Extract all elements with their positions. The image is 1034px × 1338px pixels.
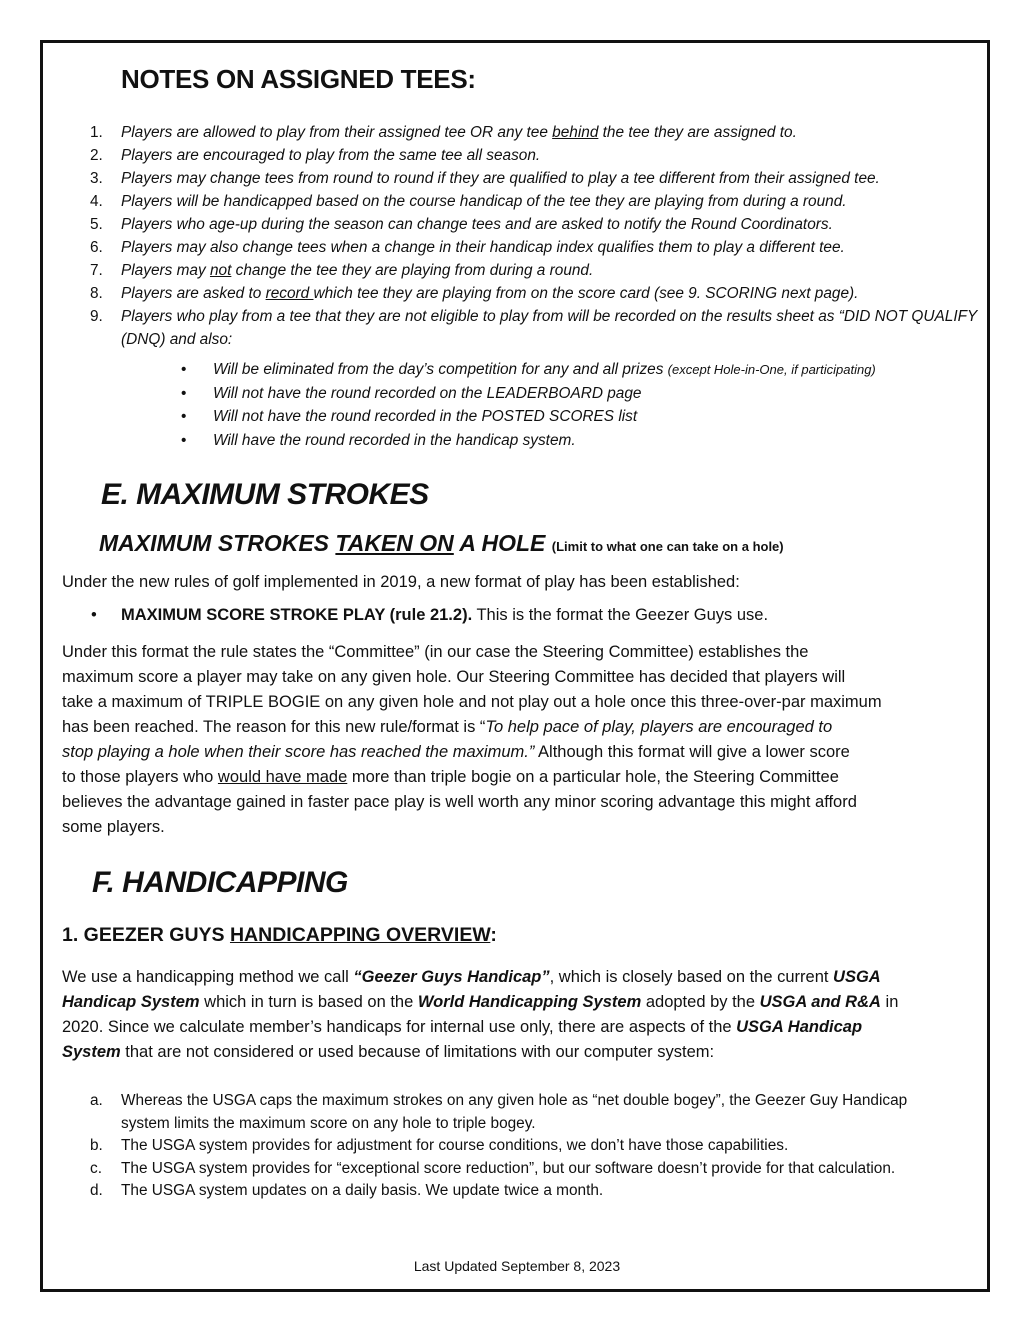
section-e-bullet: • MAXIMUM SCORE STROKE PLAY (rule 21.2). This is the format the Geezer Guys use. bbox=[91, 603, 768, 628]
bullet-icon: • bbox=[181, 384, 187, 402]
list-item: 1. Players are allowed to play from their assigned tee OR any tee behind the tee they are assigned to. bbox=[90, 124, 797, 141]
list-item: 4. Players will be handicapped based on the course handicap of the tee they are playing from during a round. bbox=[90, 193, 847, 210]
list-item: 7. Players may not change the tee they are playing from during a round. bbox=[90, 262, 594, 279]
list-item: 5. Players who age-up during the season can change tees and are asked to notify the Round Coordinators. bbox=[90, 216, 833, 233]
handicap-limitations-list bbox=[90, 1090, 960, 1203]
list-item: b. The USGA system provides for adjustment for course conditions, we don’t have those capabilities. bbox=[90, 1137, 789, 1154]
list-item: 3. Players may change tees from round to round if they are qualified to play a tee different from their assigned tee. bbox=[90, 170, 880, 187]
notes-heading: NOTES ON ASSIGNED TEES: bbox=[121, 64, 476, 94]
list-item: 2. Players are encouraged to play from the same tee all season. bbox=[90, 147, 541, 164]
list-item: a. Whereas the USGA caps the maximum strokes on any given hole as “net double bogey”, the Geezer Guy Handicap system limits the maximum score on any hole to triple bogey. bbox=[90, 1092, 908, 1132]
bullet-icon: • bbox=[91, 606, 97, 624]
bullet-item: • Will not have the round recorded on the LEADERBOARD page bbox=[181, 382, 981, 406]
bullet-icon: • bbox=[181, 361, 187, 378]
list-item: 9. Players who play from a tee that they are not eligible to play from will be recorded on the results sheet as “DID NOT QUALIFY (DNQ) and also: bbox=[90, 308, 977, 348]
bullet-item: • Will not have the round recorded in the POSTED SCORES list bbox=[181, 405, 981, 429]
bullet-item: • Will have the round recorded in the handicap system. bbox=[181, 429, 981, 453]
section-f-subheading: 1. GEEZER GUYS HANDICAPPING OVERVIEW: bbox=[62, 924, 497, 946]
section-e-intro: Under the new rules of golf implemented in 2019, a new format of play has been established: bbox=[62, 573, 740, 591]
list-item: 6. Players may also change tees when a change in their handicap index qualifies them to play a different tee. bbox=[90, 239, 845, 256]
section-e-heading: E. MAXIMUM STROKES bbox=[101, 478, 429, 511]
footer-last-updated: Last Updated September 8, 2023 bbox=[413, 1258, 621, 1274]
list-item: 8. Players are asked to record which tee they are playing from on the score card (see 9. SCORING next page). bbox=[90, 285, 859, 302]
bullet-item: • Will be eliminated from the day’s competition for any and all prizes (except Hole-in-One, if participating) bbox=[181, 358, 981, 382]
section-f-body: We use a handicapping method we call “Geezer Guys Handicap”, which is closely based on the current USGA Handicap System which in turn is based on the World Handicapping System adopted by the USGA and R&A in 2020. Since we calculate member’s handicaps for internal use only, there are aspects of the USGA Handicap System that are not considered or used because of limitations with our computer system: bbox=[62, 968, 899, 1061]
list-item: d. The USGA system updates on a daily basis. We update twice a month. bbox=[90, 1182, 604, 1199]
bullet-icon: • bbox=[181, 431, 187, 449]
dnq-bullet-list bbox=[181, 358, 981, 452]
section-e-subheading: MAXIMUM STROKES TAKEN ON A HOLE (Limit to what one can take on a hole) bbox=[99, 530, 784, 556]
bullet-icon: • bbox=[181, 408, 187, 425]
section-f-heading: F. HANDICAPPING bbox=[92, 866, 348, 899]
assigned-tees-list bbox=[90, 121, 990, 351]
section-e-body: Under this format the rule states the “Committee” (in our case the Steering Committee) establishes the maximum score a player may take on any given hole. Our Steering Committee has decided that players will take a maximum of TRIPLE BOGIE on any given hole and not play out a hole once this three-over-par maximum has been reached. The reason for this new rule/format is “To help pace of play, players are encouraged to stop playing a hole when their score has reached the maximum.” Although this format will give a lower score to those players who would have made more than triple bogie on a particular hole, the Steering Committee believes the advantage gained in faster pace play is well worth any minor scoring advantage this might afford some players. bbox=[62, 643, 882, 836]
list-item: c. The USGA system provides for “exceptional score reduction”, but our software doesn’t provide for that calculation. bbox=[90, 1159, 896, 1177]
